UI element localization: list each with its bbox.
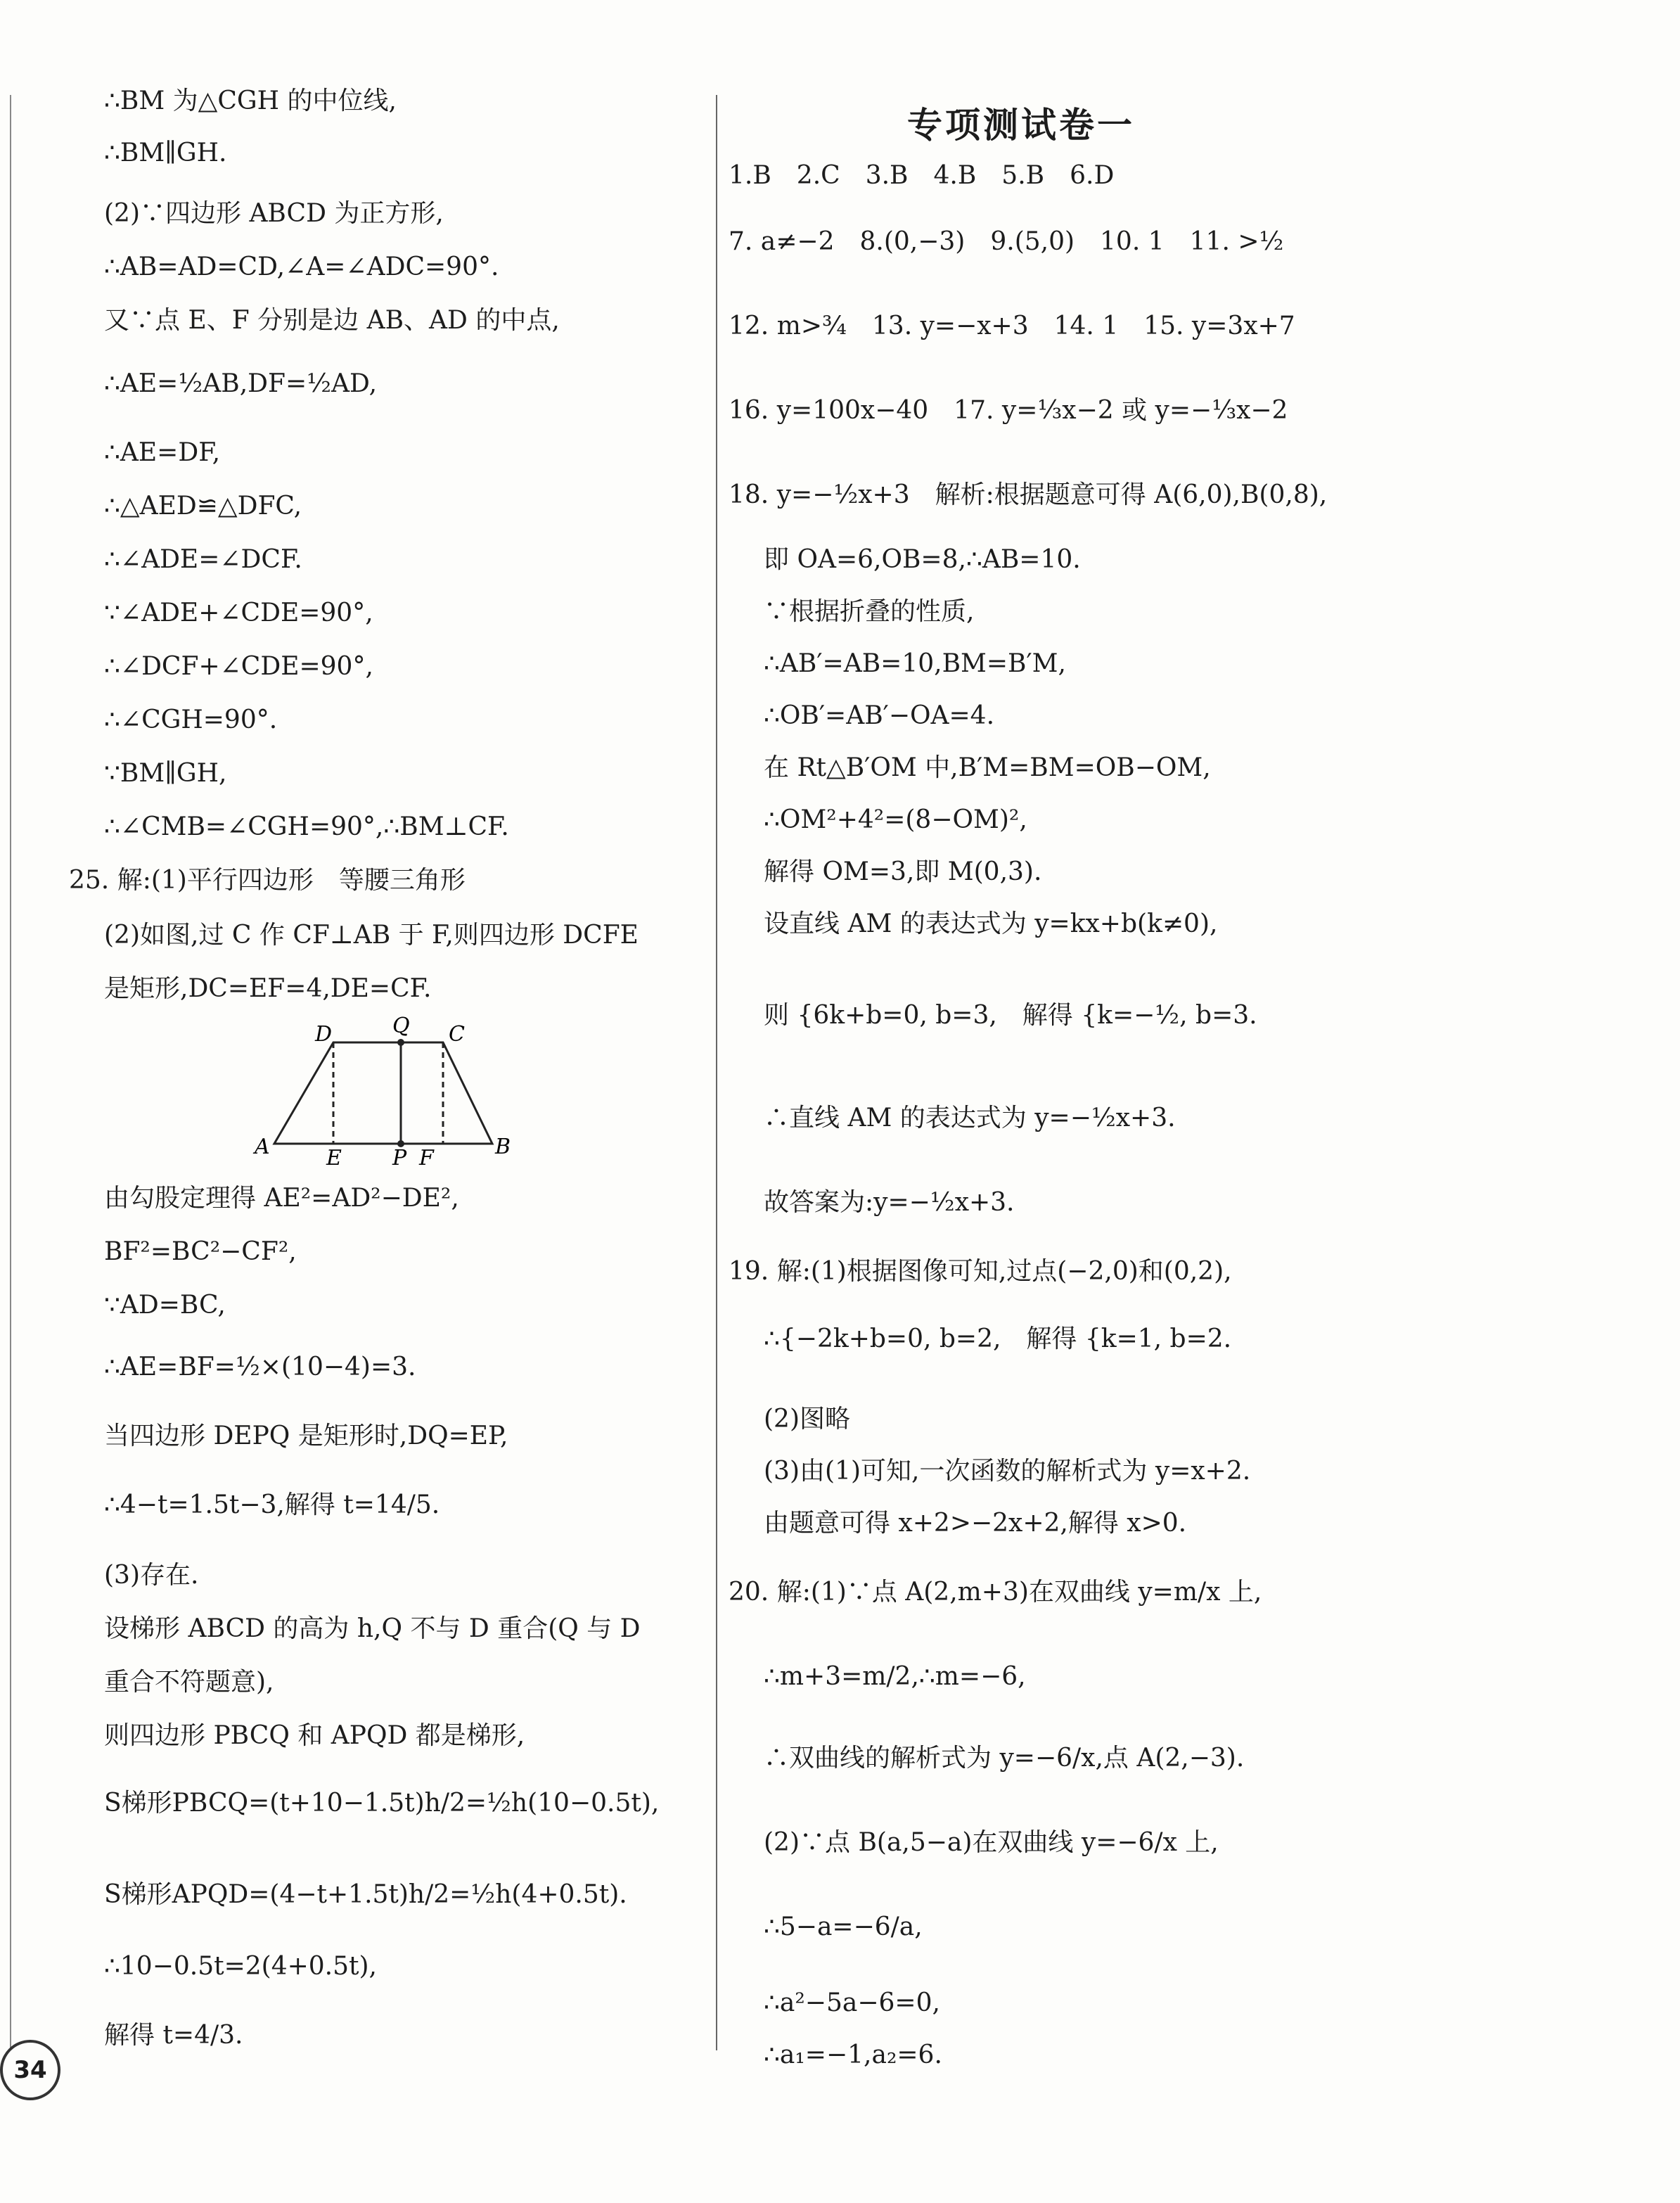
- column-divider: [716, 95, 717, 2050]
- text-line: ∴BM∥GH.: [104, 139, 227, 167]
- text-line: ∴∠CMB=∠CGH=90°,∴BM⊥CF.: [104, 812, 509, 841]
- label-b: B: [495, 1135, 511, 1159]
- text-line: ∴m+3=m/2,∴m=−6,: [764, 1662, 1026, 1691]
- text-line: 19. 解:(1)根据图像可知,过点(−2,0)和(0,2),: [729, 1257, 1232, 1286]
- text-line: 又∵点 E、F 分别是边 AB、AD 的中点,: [104, 306, 560, 335]
- text-line: (3)由(1)可知,一次函数的解析式为 y=x+2.: [764, 1457, 1251, 1486]
- text-line: (2)∵点 B(a,5−a)在双曲线 y=−6/x 上,: [764, 1828, 1219, 1857]
- text-line: 1.B 2.C 3.B 4.B 5.B 6.D: [729, 161, 1115, 190]
- section-title: 专项测试卷一: [907, 105, 1135, 146]
- label-f: F: [419, 1146, 434, 1168]
- text-line: ∵根据折叠的性质,: [764, 597, 975, 626]
- trapezoid-figure: [239, 1013, 534, 1168]
- text-line: 25. 解:(1)平行四边形 等腰三角形: [69, 866, 466, 895]
- text-line: ∵BM∥GH,: [104, 759, 227, 788]
- text-line: 12. m>¾ 13. y=−x+3 14. 1 15. y=3x+7: [729, 312, 1295, 340]
- text-line: 设直线 AM 的表达式为 y=kx+b(k≠0),: [764, 909, 1218, 938]
- text-line: 解得 t=4/3.: [104, 2021, 243, 2050]
- text-line: ∴a²−5a−6=0,: [764, 1988, 940, 2017]
- text-line: ∴10−0.5t=2(4+0.5t),: [104, 1952, 377, 1981]
- label-p: P: [392, 1146, 407, 1168]
- text-line: ∴AB′=AB=10,BM=B′M,: [764, 649, 1066, 678]
- text-line: ∴AE=½AB,DF=½AD,: [104, 369, 378, 398]
- text-line: 20. 解:(1)∵点 A(2,m+3)在双曲线 y=m/x 上,: [729, 1578, 1262, 1607]
- label-e: E: [326, 1146, 342, 1168]
- text-line: ∴{−2k+b=0, b=2, 解得 {k=1, b=2.: [764, 1324, 1232, 1353]
- left-margin-rule: [10, 95, 11, 2050]
- text-line: 即 OA=6,OB=8,∴AB=10.: [764, 545, 1081, 574]
- text-line: (2)如图,过 C 作 CF⊥AB 于 F,则四边形 DCFE: [104, 921, 639, 950]
- text-line: 18. y=−½x+3 解析:根据题意可得 A(6,0),B(0,8),: [729, 480, 1328, 509]
- text-line: 由题意可得 x+2>−2x+2,解得 x>0.: [764, 1509, 1187, 1538]
- text-line: 则 {6k+b=0, b=3, 解得 {k=−½, b=3.: [764, 1001, 1257, 1030]
- text-line: ∵AD=BC,: [104, 1291, 226, 1320]
- text-line: ∴∠DCF+∠CDE=90°,: [104, 652, 373, 681]
- page-number: 34: [0, 2040, 60, 2100]
- text-line: ∴∠CGH=90°.: [104, 705, 278, 734]
- text-line: S梯形PBCQ=(t+10−1.5t)h/2=½h(10−0.5t),: [104, 1789, 660, 1818]
- text-line: 解得 OM=3,即 M(0,3).: [764, 857, 1042, 886]
- text-line: 故答案为:y=−½x+3.: [764, 1188, 1015, 1217]
- text-line: 在 Rt△B′OM 中,B′M=BM=OB−OM,: [764, 753, 1211, 782]
- text-line: S梯形APQD=(4−t+1.5t)h/2=½h(4+0.5t).: [104, 1880, 627, 1909]
- text-line: 16. y=100x−40 17. y=⅓x−2 或 y=−⅓x−2: [729, 396, 1288, 425]
- text-line: ∴OM²+4²=(8−OM)²,: [764, 805, 1027, 834]
- label-q: Q: [392, 1014, 410, 1038]
- text-line: (3)存在.: [104, 1561, 199, 1590]
- text-line: 由勾股定理得 AE²=AD²−DE²,: [104, 1184, 459, 1213]
- text-line: ∴△AED≌△DFC,: [104, 492, 302, 521]
- text-line: BF²=BC²−CF²,: [104, 1237, 297, 1266]
- text-line: (2)∵四边形 ABCD 为正方形,: [104, 199, 444, 228]
- label-d: D: [315, 1022, 333, 1047]
- text-line: 设梯形 ABCD 的高为 h,Q 不与 D 重合(Q 与 D: [104, 1614, 641, 1643]
- text-line: ∴5−a=−6/a,: [764, 1913, 923, 1941]
- text-line: ∴OB′=AB′−OA=4.: [764, 701, 995, 730]
- text-line: 重合不符题意),: [104, 1668, 274, 1697]
- text-line: ∴双曲线的解析式为 y=−6/x,点 A(2,−3).: [764, 1744, 1245, 1773]
- label-c: C: [449, 1022, 465, 1047]
- text-line: (2)图略: [764, 1405, 850, 1433]
- text-line: ∴∠ADE=∠DCF.: [104, 545, 302, 574]
- text-line: ∴a₁=−1,a₂=6.: [764, 2041, 942, 2069]
- text-line: 则四边形 PBCQ 和 APQD 都是梯形,: [104, 1721, 525, 1750]
- text-line: ∴AE=BF=½×(10−4)=3.: [104, 1353, 416, 1381]
- text-line: ∴BM 为△CGH 的中位线,: [104, 87, 397, 115]
- point-q: [397, 1039, 404, 1046]
- text-line: 7. a≠−2 8.(0,−3) 9.(5,0) 10. 1 11. >½: [729, 227, 1284, 256]
- text-line: ∴4−t=1.5t−3,解得 t=14/5.: [104, 1490, 440, 1519]
- text-line: 是矩形,DC=EF=4,DE=CF.: [104, 974, 432, 1003]
- text-line: ∴AB=AD=CD,∠A=∠ADC=90°.: [104, 253, 499, 281]
- label-a: A: [255, 1135, 270, 1159]
- text-line: ∵∠ADE+∠CDE=90°,: [104, 599, 373, 627]
- trapezoid-abcd: [274, 1042, 492, 1144]
- text-line: 当四边形 DEPQ 是矩形时,DQ=EP,: [104, 1422, 508, 1450]
- text-line: ∴AE=DF,: [104, 438, 221, 467]
- text-line: ∴直线 AM 的表达式为 y=−½x+3.: [764, 1104, 1176, 1132]
